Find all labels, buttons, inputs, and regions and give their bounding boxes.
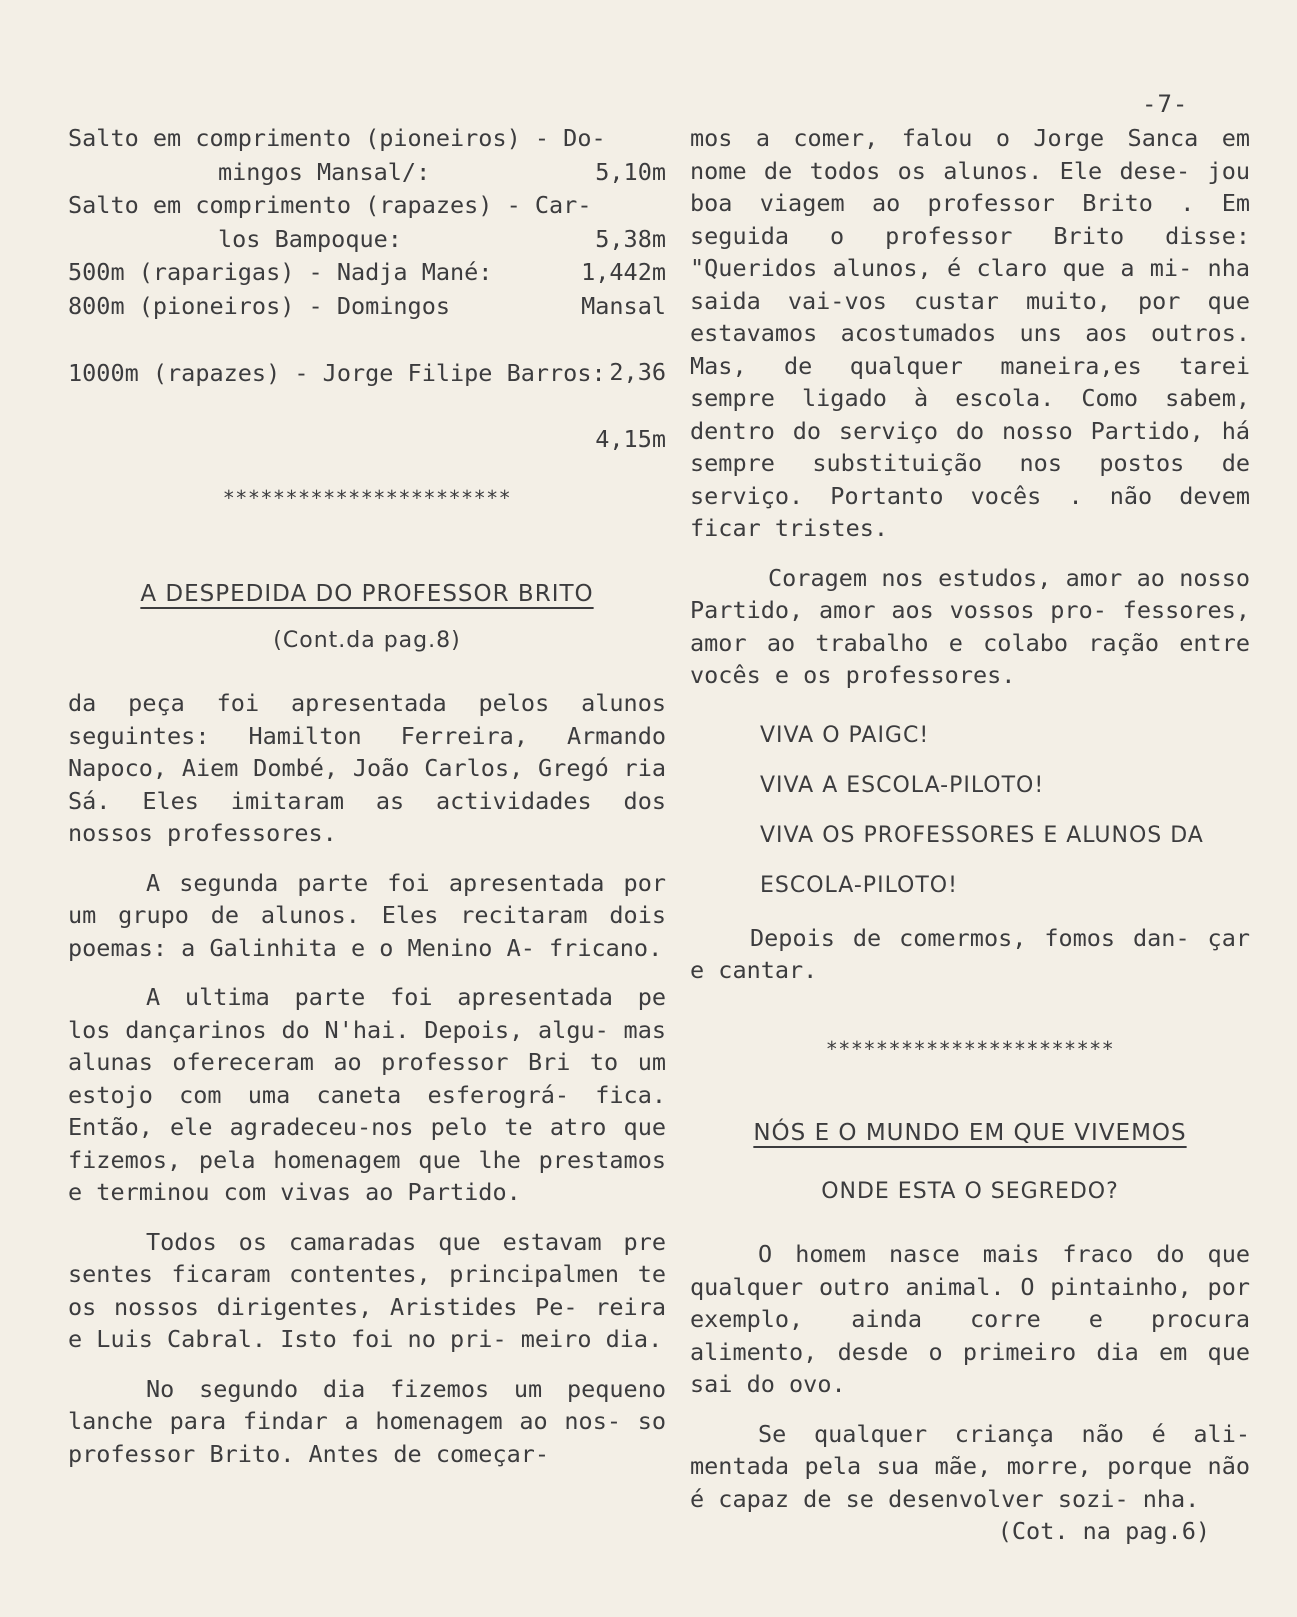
result-line xyxy=(68,290,666,324)
cheer-line: ESCOLA-PILOTO! xyxy=(760,872,958,898)
article-subtitle: ONDE ESTA O SEGREDO? xyxy=(821,1178,1119,1204)
result-text: Salto em comprimento (pioneiros) - Do- xyxy=(68,124,606,152)
result-value: 5,10m xyxy=(595,157,666,186)
result-value: 2,36 xyxy=(609,357,666,386)
paragraph: Se qualquer criança não é ali- mentada pela sua mãe, morre, porque não é capaz de se desenvolver sozi- nha. xyxy=(690,1419,1250,1513)
result-text: 800m (pioneiros) - Domingos xyxy=(68,291,451,320)
results-list xyxy=(68,122,666,453)
separator: *********************** xyxy=(825,1036,1115,1061)
cheer-line: VIVA OS PROFESSORES E ALUNOS DA xyxy=(760,822,1204,848)
article-title xyxy=(690,1117,1250,1150)
cheer-line: VIVA A ESCOLA-PILOTO! xyxy=(760,772,1045,798)
paragraph: Todos os camaradas que estavam pre sentes ficaram contentes, principalmen te os nossos dirigentes, Aristides Pe- reira e Luis Cabral. Isto foi no pri- meiro dia. xyxy=(68,1227,666,1353)
article-title xyxy=(68,578,666,611)
paragraph: O homem nasce mais fraco do que qualquer outro animal. O pintainho, por exemplo, ainda corre e procura alimento, desde o primeiro dia em que sai do ovo. xyxy=(690,1240,1250,1398)
paragraph: A segunda parte foi apresentada por um grupo de alunos. Eles recitaram dois poemas: a Galinhita e o Menino A- fricano. xyxy=(68,868,666,962)
result-line xyxy=(68,156,666,190)
result-line xyxy=(68,390,666,453)
result-text: los Bampoque: xyxy=(218,224,402,253)
result-text: 500m (raparigas) - Nadja Mané: xyxy=(68,258,493,286)
paragraph: mos a comer, falou o Jorge Sanca em nome de todos os alunos. Ele dese- jou boa viagem ao professor Brito . Em seguida o professor Brito disse: "Queridos alunos, é claro que a mi- nha saida vai-vos custar muito, por que estavamos acostumados uns aos outros. Mas, de qualquer maneira,es tarei sempre ligado à escola. Como sabem, dentro do serviço do nosso Partido, há sempre substituição nos postos de serviço. Portanto vocês . não devem ficar tristes. xyxy=(690,124,1250,542)
result-value: 4,15m xyxy=(595,424,666,453)
article-title-text: NÓS E O MUNDO EM QUE VIVEMOS xyxy=(753,1120,1187,1146)
article-title-text: A DESPEDIDA DO PROFESSOR BRITO xyxy=(140,581,594,607)
page-number: -7- xyxy=(1142,90,1189,118)
result-line xyxy=(68,122,666,156)
continued-note: (Cot. na pag.6) xyxy=(997,1517,1210,1545)
result-text: 1000m (rapazes) - Jorge Filipe Barros: xyxy=(68,358,606,387)
paragraph: A ultima parte foi apresentada pe los dançarinos do N'hai. Depois, algu- mas alunas ofereceram ao professor Bri to um estojo com uma caneta esferográ- fica. Então, ele agradeceu-nos pelo te atro que fizemos, pela homenagem que lhe prestamos e terminou com vivas ao Partido. xyxy=(68,983,666,1206)
result-line xyxy=(68,223,666,257)
result-line xyxy=(68,357,666,391)
left-column xyxy=(68,122,666,1487)
article-subtitle: (Cont.da pag.8) xyxy=(273,627,461,653)
separator: *********************** xyxy=(222,485,512,510)
result-value: 1,442m xyxy=(581,258,666,286)
result-text: Salto em comprimento (rapazes) - Car- xyxy=(68,191,592,219)
result-value: 5,38m xyxy=(595,224,666,253)
result-text: mingos Mansal/: xyxy=(218,157,431,186)
result-line xyxy=(68,189,666,223)
paragraph: No segundo dia fizemos um pequeno lanche para findar a homenagem ao nos- so professor Brito. Antes de começar- xyxy=(68,1374,666,1468)
cheer-line: VIVA O PAIGC! xyxy=(760,722,930,748)
paragraph: Coragem nos estudos, amor ao nosso Partido, amor aos vossos pro- fessores, amor ao trabalho e colabo ração entre vocês e os professores. xyxy=(690,563,1250,689)
result-value: Mansal xyxy=(581,291,666,320)
right-column xyxy=(690,122,1250,1548)
result-line xyxy=(68,256,666,290)
paragraph: da peça foi apresentada pelos alunos seguintes: Hamilton Ferreira, Armando Napoco, Aiem Dombé, João Carlos, Gregó ria Sá. Eles imitaram as actividades dos nossos professores. xyxy=(68,689,666,847)
paragraph: Depois de comermos, fomos dan- çar e cantar. xyxy=(690,923,1250,984)
